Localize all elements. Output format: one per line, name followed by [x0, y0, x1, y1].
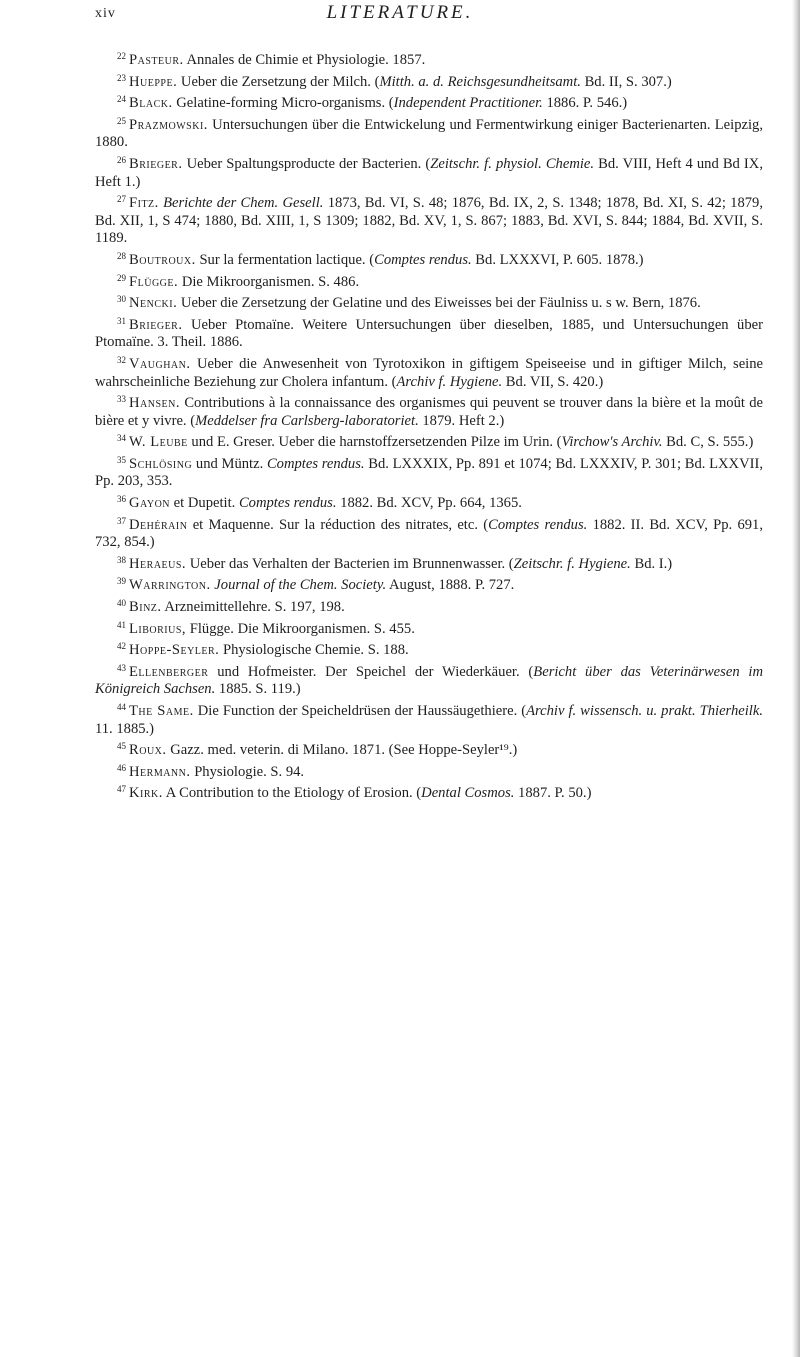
reference-author: Kirk.: [129, 785, 163, 802]
reference-source: Mitth. a. d. Reichsgesundheitsamt.: [379, 73, 581, 90]
reference-text: Physiologie. S. 94.: [194, 763, 305, 780]
reference-number: 32: [117, 354, 126, 365]
reference-author: Flügge.: [129, 273, 179, 290]
reference-author: W. Leube: [129, 434, 188, 451]
reference-details: 1885. S. 119.): [215, 681, 301, 698]
reference-text: und Hofmeister. Der Speichel der Wiederkäuer. (: [217, 663, 534, 680]
reference-details: Bd. VIII, Heft 4 und Bd IX, Heft 1.): [95, 155, 763, 190]
reference-number: 45: [117, 741, 126, 752]
reference-number: 33: [117, 394, 126, 405]
reference-entry: [95, 391, 763, 430]
reference-author: Heraeus.: [129, 555, 187, 572]
reference-number: 38: [117, 554, 126, 565]
reference-source: Archiv f. wissensch. u. prakt. Thierheilk.: [526, 703, 763, 719]
reference-entry: [95, 452, 763, 491]
reference-number: 36: [117, 494, 126, 505]
reference-source: Zeitschr. f. physiol. Chemie.: [430, 155, 595, 172]
reference-author: Dehérain: [129, 516, 188, 533]
reference-author: Nencki.: [129, 295, 178, 312]
reference-details: Bd. II, S. 307.): [580, 73, 672, 90]
reference-number: 44: [117, 702, 126, 712]
reference-number: 24: [117, 94, 126, 105]
reference-source: Comptes rendus.: [266, 455, 365, 472]
reference-source: Journal of the Chem. Society.: [214, 577, 387, 594]
reference-source: Archiv f. Hygiene.: [396, 373, 503, 390]
reference-author: Boutroux.: [129, 251, 196, 268]
reference-details: Bd. VII, S. 420.): [502, 373, 604, 390]
reference-author: Fitz.: [129, 195, 159, 212]
reference-text: und Müntz.: [195, 455, 267, 472]
reference-author: Roux.: [129, 742, 167, 759]
reference-details: Bd. LXXXVI, P. 605. 1878.): [471, 251, 644, 268]
reference-entry: [95, 352, 763, 391]
reference-text: und E. Greser. Ueber die harnstoffzersetzenden Pilze im Urin. (: [191, 434, 562, 451]
reference-entry: [95, 552, 763, 574]
reference-source: Bericht über das Veterinärwesen im Königreich Sachsen.: [95, 663, 763, 698]
reference-text: Gelatine-forming Micro-organisms. (: [176, 95, 394, 112]
reference-text: Gazz. med. veterin. di Milano. 1871. (See Hoppe-Seyler¹⁹.): [170, 742, 518, 759]
reference-author: Warrington.: [129, 577, 211, 594]
reference-details: 1882. II. Bd. XCV, Pp. 691, 732, 854.): [95, 516, 763, 551]
reference-entry: [95, 781, 763, 803]
reference-entry: [95, 248, 763, 270]
reference-number: 43: [117, 662, 126, 673]
reference-details: 1887. P. 50.): [514, 785, 592, 802]
reference-text: Ueber die Zersetzung der Gelatine und des Eiweisses bei der Fäulniss u. s w. Bern, 1876.: [180, 295, 701, 312]
page-edge-shadow: [792, 0, 800, 1357]
reference-author: Hermann.: [129, 763, 191, 780]
reference-text: Ueber das Verhalten der Bacterien im Brunnenwasser. (: [189, 555, 514, 572]
reference-number: 28: [117, 250, 126, 261]
reference-entry: [95, 430, 763, 452]
reference-entry: [95, 91, 763, 113]
reference-text: Arzneimittellehre. S. 197, 198.: [164, 599, 345, 616]
reference-number: 40: [117, 598, 126, 609]
reference-author: Schlösing: [129, 455, 193, 472]
reference-details: Bd. C, S. 555.): [662, 434, 754, 451]
reference-details: August, 1888. P. 727.: [386, 577, 515, 594]
reference-number: 37: [117, 515, 126, 526]
reference-entry: [95, 152, 763, 191]
reference-number: 34: [117, 433, 126, 444]
reference-entry: [95, 573, 763, 595]
reference-author: Hueppe.: [129, 73, 178, 90]
reference-source: Berichte der Chem. Gesell.: [163, 195, 324, 212]
reference-entry: [95, 760, 763, 782]
reference-entry: [95, 491, 763, 513]
reference-author: Hansen.: [129, 395, 181, 412]
reference-entry: [95, 191, 763, 248]
reference-text: Annales de Chimie et Physiologie. 1857.: [186, 52, 426, 68]
reference-text: Die Function der Speicheldrüsen der Haussäugethiere. (: [197, 703, 527, 719]
reference-number: 25: [117, 115, 126, 126]
reference-entry: [95, 660, 763, 699]
reference-number: 23: [117, 72, 126, 83]
reference-text: A Contribution to the Etiology of Erosion. (: [165, 785, 422, 802]
reference-author: The Same.: [129, 703, 194, 719]
reference-number: 26: [117, 154, 126, 165]
reference-text: Ueber Ptomaïne. Weitere Untersuchungen über dieselben, 1885, und Untersuchungen über Ptomaïne. 3. Theil. 1886.: [95, 316, 763, 351]
reference-author: Hoppe-Seyler.: [129, 642, 220, 659]
reference-number: 41: [117, 619, 126, 630]
reference-number: 27: [117, 194, 126, 205]
reference-author: Brieger.: [129, 155, 183, 172]
reference-entry: [95, 738, 763, 760]
reference-number: 22: [117, 51, 126, 61]
reference-author: Ellenberger: [129, 663, 209, 680]
reference-text: Ueber Spaltungsproducte der Bacterien. (: [186, 155, 431, 172]
reference-author: Liborius,: [129, 620, 187, 637]
reference-details: 1873, Bd. VI, S. 48; 1876, Bd. IX, 2, S. 1348; 1878, Bd. XI, S. 42; 1879, Bd. XII, 1, S 474; 1880, Bd. XIII, 1, S 1309; 1882, Bd. XV, 1, S. 867; 1883, Bd. XVI, S. 844; 1884, Bd. XVII, S. 1189.: [95, 195, 764, 247]
reference-text: Physiologische Chemie. S. 188.: [223, 642, 409, 659]
reference-text: et Dupetit.: [173, 495, 239, 512]
reference-text: Flügge. Die Mikroorganismen. S. 455.: [189, 620, 415, 637]
reference-source: Comptes rendus.: [238, 495, 337, 512]
reference-entry: [95, 270, 763, 292]
reference-entry: [95, 513, 763, 552]
reference-number: 42: [117, 641, 126, 652]
reference-number: 30: [117, 294, 126, 305]
reference-text: Contributions à la connaissance des organismes qui peuvent se trouver dans la bière et la moût de bière et y vivre. (: [95, 395, 763, 429]
reference-author: Vaughan.: [129, 355, 191, 372]
reference-number: 47: [117, 784, 126, 795]
reference-number: 39: [117, 576, 126, 587]
reference-entry: [95, 313, 763, 352]
page-number: xiv: [95, 6, 116, 21]
reference-source: Independent Practitioner.: [393, 95, 543, 112]
reference-number: 29: [117, 272, 126, 283]
reference-source: Zeitschr. f. Hygiene.: [513, 555, 631, 572]
reference-author: Pasteur.: [129, 52, 184, 68]
reference-author: Binz.: [129, 599, 162, 616]
reference-source: Virchow's Archiv.: [561, 434, 663, 451]
reference-text: Ueber die Anwesenheit von Tyrotoxikon in giftigem Speiseeise und in giftiger Milch, seine wahrscheinliche Beziehung zur Cholera infantum. (: [95, 355, 763, 390]
reference-details: 1879. Heft 2.): [418, 412, 505, 429]
reference-source: Dental Cosmos.: [421, 785, 515, 802]
reference-details: 11. 1885.): [95, 720, 155, 737]
reference-text: Sur la fermentation lactique. (: [199, 251, 375, 268]
reference-number: 35: [117, 454, 126, 465]
reference-entry: [95, 638, 763, 660]
reference-entry: [95, 617, 763, 639]
reference-author: Brieger.: [129, 316, 183, 333]
reference-number: 46: [117, 762, 126, 773]
reference-details: Bd. I.): [630, 555, 673, 572]
reference-entry: [95, 595, 763, 617]
reference-entry: [95, 113, 763, 152]
reference-entry: [95, 291, 763, 313]
reference-text: et Maquenne. Sur la réduction des nitrates, etc. (: [192, 516, 489, 533]
reference-text: Ueber die Zersetzung der Milch. (: [180, 73, 380, 90]
reference-author: Gayon: [129, 495, 171, 512]
reference-entry: [95, 48, 763, 70]
reference-author: Prazmowski.: [129, 116, 208, 133]
reference-text: Untersuchungen über die Entwickelung und Fermentwirkung einiger Bacterienarten. Leipzig, 1880.: [95, 116, 763, 151]
reference-text: Die Mikroorganismen. S. 486.: [181, 273, 360, 290]
reference-entry: [95, 70, 763, 92]
reference-author: Black.: [129, 95, 173, 112]
reference-entry: [95, 699, 763, 738]
reference-source: Comptes rendus.: [488, 516, 588, 533]
reference-number: 31: [117, 315, 126, 326]
reference-details: 1886. P. 546.): [542, 95, 628, 112]
reference-source: Meddelser fra Carlsberg-laboratoriet.: [195, 412, 419, 429]
running-title: LITERATURE.: [326, 2, 474, 23]
reference-details: 1882. Bd. XCV, Pp. 664, 1365.: [336, 495, 522, 512]
reference-list: [95, 48, 763, 803]
reference-source: Comptes rendus.: [374, 251, 472, 268]
reference-details: Bd. LXXXIX, Pp. 891 et 1074; Bd. LXXXIV, P. 301; Bd. LXXVII, Pp. 203, 353.: [95, 455, 763, 490]
